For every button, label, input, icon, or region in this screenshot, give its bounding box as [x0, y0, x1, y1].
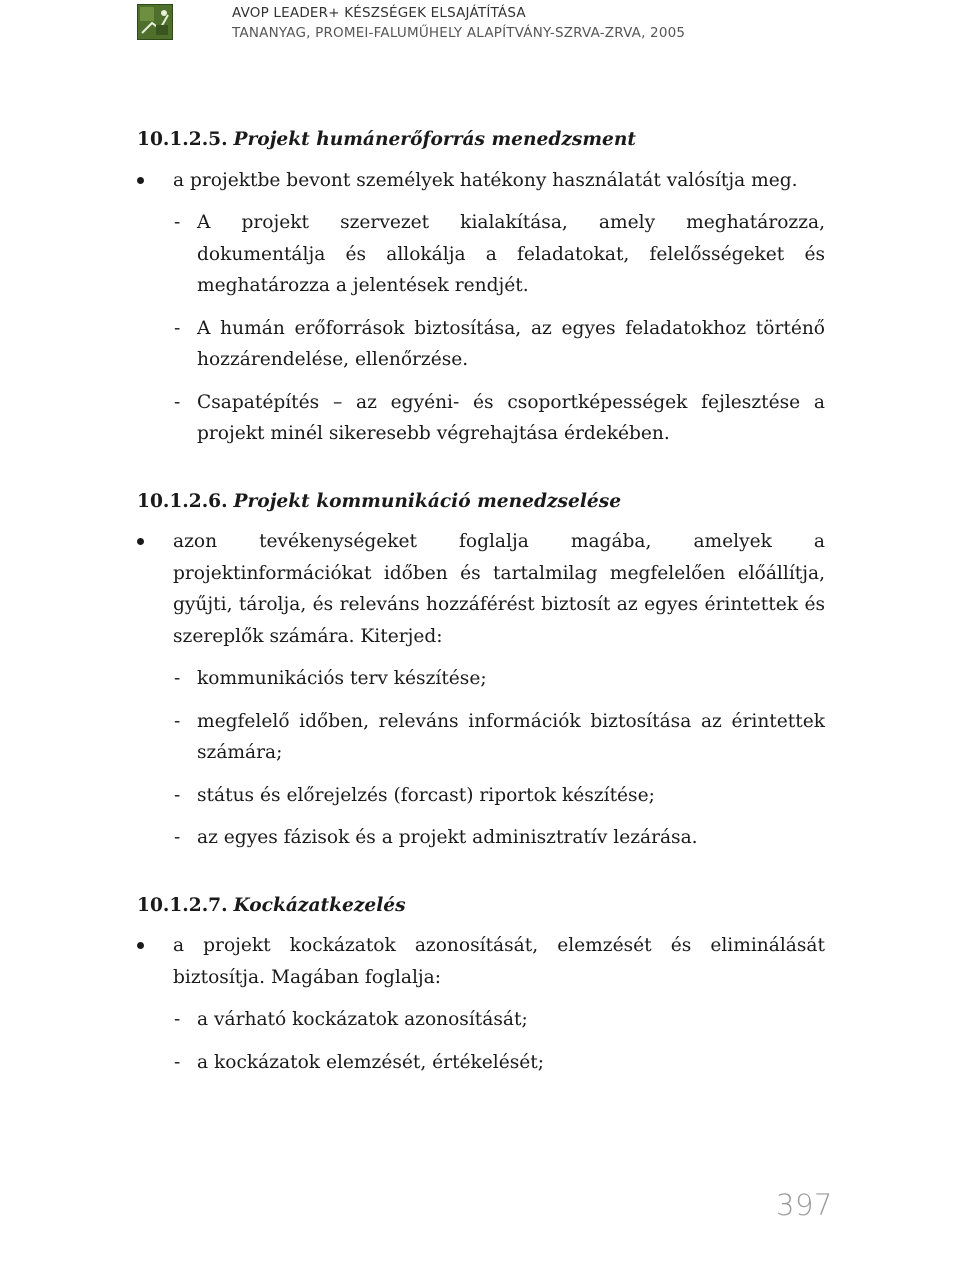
dash-mark: -	[174, 1051, 181, 1073]
bullet-item	[137, 930, 825, 993]
section-title: Projekt kommunikáció menedzselése	[233, 490, 622, 512]
bullet-text: a projektbe bevont személyek hatékony használatát valósítja meg.	[173, 169, 798, 191]
section-title: Kockázatkezelés	[233, 894, 406, 916]
dash-text: A projekt szervezet kialakítása, amely meghatározza, dokumentálja és allokálja a feladatokat, felelősségeket és meghatározza a jelentések rendjét.	[197, 212, 825, 296]
header-title: AVOP LEADER+ KÉSZSÉGEK ELSAJÁTÍTÁSA	[232, 5, 526, 21]
dash-text: megfelelő időben, releváns információk biztosítása az érintettek számára;	[197, 710, 825, 763]
section-hr	[137, 124, 825, 450]
section-number: 10.1.2.6.	[137, 490, 228, 512]
dash-mark: -	[174, 212, 181, 233]
dash-mark: -	[174, 784, 181, 806]
dash-text: az egyes fázisok és a projekt adminisztratív lezárása.	[197, 827, 698, 848]
dash-text: státus és előrejelzés (forcast) riportok készítése;	[197, 784, 655, 806]
bullet-icon	[137, 942, 144, 949]
dash-item	[137, 1047, 825, 1079]
bullet-text: a projekt kockázatok azonosítását, elemzését és eliminálását biztosítja. Magában foglalja:	[173, 935, 825, 988]
dash-item	[137, 780, 825, 812]
dash-mark: -	[174, 827, 181, 848]
page-content	[137, 124, 825, 1078]
page-number: 397	[776, 1188, 833, 1222]
section-title: Projekt humánerőforrás menedzsment	[233, 129, 636, 150]
dash-mark: -	[174, 1009, 181, 1030]
section-heading	[137, 486, 825, 518]
dash-item	[137, 822, 825, 854]
dash-text: a várható kockázatok azonosítását;	[197, 1009, 528, 1030]
section-heading	[137, 890, 825, 922]
page-header	[0, 0, 960, 66]
bullet-item	[137, 526, 825, 652]
header-subtitle: TANANYAG, PROMEI-FALUMŰHELY ALAPÍTVÁNY-SZRVA-ZRVA, 2005	[232, 25, 686, 41]
dash-mark: -	[174, 710, 181, 732]
dash-text: kommunikációs terv készítése;	[197, 668, 487, 689]
dash-item	[137, 387, 825, 450]
bullet-item	[137, 165, 825, 197]
dash-item	[137, 207, 825, 302]
section-number: 10.1.2.5.	[137, 129, 228, 150]
dash-text: A humán erőforrások biztosítása, az egyes feladatokhoz történő hozzárendelése, ellenőrzése.	[197, 317, 825, 370]
dash-item	[137, 663, 825, 695]
section-heading	[137, 124, 825, 156]
dash-mark: -	[174, 391, 181, 413]
dash-item	[137, 313, 825, 376]
logo-icon	[137, 4, 173, 40]
dash-item	[137, 706, 825, 769]
section-number: 10.1.2.7.	[137, 894, 228, 916]
dash-mark: -	[174, 317, 181, 339]
section-communication	[137, 486, 825, 854]
header-text	[232, 4, 685, 42]
dash-mark: -	[174, 668, 181, 689]
bullet-icon	[137, 177, 144, 184]
dash-text: a kockázatok elemzését, értékelését;	[197, 1051, 545, 1073]
section-risk	[137, 890, 825, 1079]
bullet-icon	[137, 538, 144, 545]
dash-item	[137, 1004, 825, 1036]
bullet-text: azon tevékenységeket foglalja magába, amelyek a projektinformációkat időben és tartalmilag megfelelően előállítja, gyűjti, tárolja, és releváns hozzáférést biztosít az egyes érintettek és szereplők számára. Kiterjed:	[173, 531, 825, 647]
dash-text: Csapatépítés – az egyéni- és csoportképességek fejlesztése a projekt minél sikeresebb végrehajtása érdekében.	[197, 391, 825, 444]
